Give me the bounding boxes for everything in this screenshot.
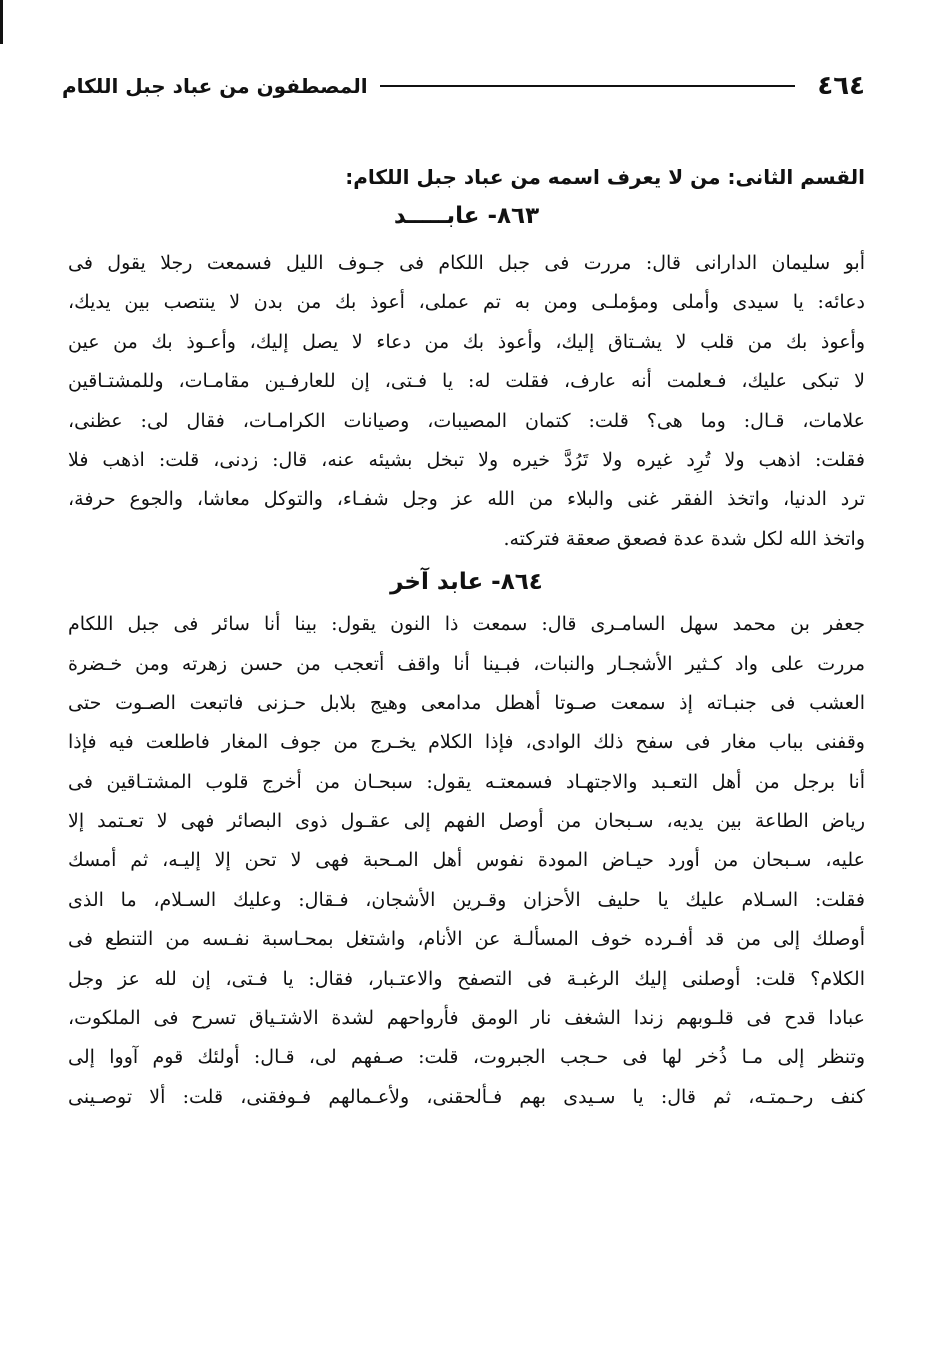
text-line: وتنظر إلى مـا ذُخر لها فى حـجب الجبروت، قلت: صـفهم لى، قـال: أولئك قوم آووا إلى bbox=[68, 1046, 865, 1069]
text-line: دعائه: يا سيدى وأملى ومؤملـى ومن به تم عملى، أعوذ بك من بدن لا ينتصب بين يديك، bbox=[68, 291, 865, 314]
page-number: ٤٦٤ bbox=[817, 71, 865, 101]
entry-864 bbox=[68, 559, 865, 1117]
text-line: وقفنى بباب مغار فى سفح ذلك الوادى، فإذا الكلام يخـرج من جوف المغار فاطلعت فيه فإذا bbox=[68, 731, 865, 754]
text-line: الكلام؟ قلت: أوصلنى إليك الرغبـة فى التصفح والاعتـبار، فقال: يا فـتى، إن لله عز وجل bbox=[68, 967, 865, 990]
entry-heading: ٨٦٤- عابد آخر bbox=[390, 569, 543, 596]
text-line: أنا برجل من أهل التعـبد والاجتهـاد فسمعتـه يقول: سبحـان من أخرج قلوب المشتـاقين فى bbox=[68, 770, 865, 793]
entry-863 bbox=[68, 194, 865, 559]
page-edge-mark bbox=[0, 0, 3, 44]
text-line: أوصلك إلى من قد أفـرده خوف المسألـة عن الأنام، واشتغل بمحـاسبة نفـسه من التنطع فى bbox=[68, 928, 865, 951]
text-line: عبادا قدح فى قلـوبهم زندا الشغف نار الومق فأرواحهم لشدة الاشتـياق تسرح فى الملكوت، bbox=[68, 1007, 865, 1030]
text-line: كنف رحـمتـه، ثم قال: يا سـيدى بهم فـألحقنى، ولأعـمالهم فـوفقنى، قلت: ألا توصـينى bbox=[68, 1085, 865, 1108]
entry-heading: ٨٦٣- عابـــــد bbox=[393, 203, 540, 229]
page-content bbox=[68, 160, 865, 1117]
text-line: ترد الدنيا، واتخذ الفقر غنى والبلاء من الله عز وجل شفـاء، والتوكل معاشا، والجوع حرفة، bbox=[68, 488, 865, 511]
text-line: عليه، سـبحان من أورد حيـاض المودة نفوس أهل المـحبة فهى لا تحن إلا إليـه، ثم أمسك bbox=[68, 849, 865, 872]
text-line: وأعوذ بك من قلب لا يشـتاق إليك، وأعوذ بك من دعاء لا يصل إليك، وأعـوذ بك من عين bbox=[68, 330, 865, 353]
text-line: رياض الطاعة بين يديه، سـبحان من أوصل الفهم إلى عقـول ذوى البصائر فهى لا تعـتمد إلا bbox=[68, 810, 865, 833]
header-rule bbox=[380, 85, 796, 87]
text-line: مررت على واد كـثير الأشجـار والنبات، فبـينا أنا واقف أتعجب من حسن زهرته ومن خـضرة bbox=[68, 652, 865, 675]
text-line: فقلت: اذهب ولا تُرِد غيره ولا تَرُدَّ خيره ولا تبخل بشيئه عنه، قال: زدنى، قلت: اذهب فلا bbox=[68, 448, 865, 471]
section-heading: القسم الثانى: من لا يعرف اسمه من عباد جبل اللكام: bbox=[345, 165, 865, 189]
book-title: المصطفون من عباد جبل اللكام bbox=[62, 74, 368, 98]
text-line: علامات، قـال: وما هى؟ قلت: كتمان المصيبات، وصيانات الكرامـات، فقال لى: عظنى، bbox=[68, 409, 865, 432]
running-header bbox=[62, 68, 865, 104]
text-line: جعفر بن محمد سهل السامـرى قال: سمعت ذا النون يقول: بينا أنا سائر فى جبل اللكام bbox=[68, 613, 865, 636]
text-line: لا تبكى عليك، فـعلمت أنه عارف، فقلت له: يا فـتى، إن للعارفـين مقامـات، وللمشتـاقين bbox=[68, 370, 865, 393]
text-line: فقلت: السـلام عليك يا حليف الأحزان وقـرين الأشجان، فـقال: وعليك السـلام، ما الذى bbox=[68, 888, 865, 911]
text-line: أبو سليمان الدارانى قال: مررت فى جبل اللكام فى جـوف الليل فسمعت رجلا يقول فى bbox=[68, 252, 865, 274]
text-line: العشب فى جنبـاته إذ سمعت صـوتا أهطل مدامعى وهيج بلابل حـزنى فاتبعت الصـوت حتى bbox=[68, 691, 865, 714]
text-line: واتخذ الله لكل شدة عدة فصعق صعقة فتركته. bbox=[503, 527, 865, 550]
